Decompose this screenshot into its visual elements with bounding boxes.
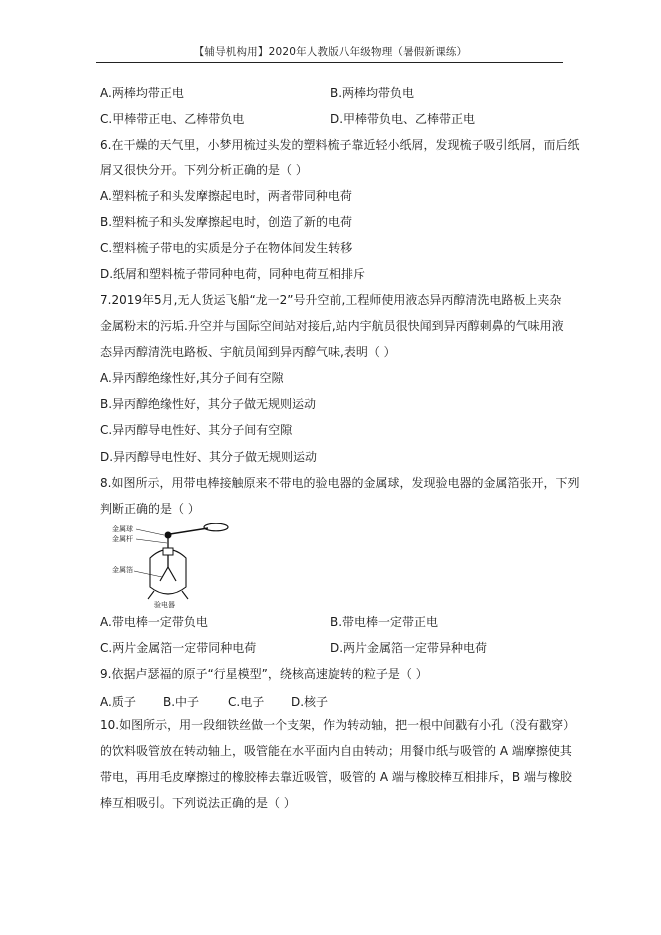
leader-rod (136, 539, 167, 543)
q9-option-b[interactable]: B.中子 (163, 695, 200, 709)
q8-stem-line-1: 8.如图所示，用带电棒接触原来不带电的验电器的金属球，发现验电器的金属箔张开，下列 (100, 476, 580, 490)
q5-option-b[interactable]: B.两棒均带负电 (330, 86, 415, 100)
q8-stem-line-2: 判断正确的是（ ） (100, 502, 200, 516)
q9-option-d[interactable]: D.核子 (291, 695, 329, 709)
metal-ball (165, 532, 172, 539)
charged-rod (170, 528, 208, 534)
metal-foil-left (160, 567, 168, 581)
q9-stem: 9.依据卢瑟福的原子“行星模型”，绕核高速旋转的粒子是（ ） (100, 667, 428, 681)
electroscope-diagram (112, 523, 242, 609)
q7-option-c[interactable]: C.异丙醇导电性好、其分子间有空隙 (100, 423, 293, 437)
page-header: 【辅导机构用】2020年人教版八年级物理（暑假新课练） (193, 46, 468, 58)
q7-option-a[interactable]: A.异丙醇绝缘性好,其分子间有空隙 (100, 371, 284, 385)
q10-stem-line-2: 的饮料吸管放在转动轴上，吸管能在水平面内自由转动；用餐巾纸与吸管的 A 端摩擦使其 (100, 744, 572, 758)
header-rule (96, 62, 563, 63)
q9-option-c[interactable]: C.电子 (228, 695, 265, 709)
q7-stem-line-1: 7.2019年5月,无人货运飞船“龙一2”号升空前,工程师使用液态异丙醇清洗电路板上夹杂 (100, 293, 562, 307)
q6-option-d[interactable]: D.纸屑和塑料梳子带同种电荷，同种电荷互相排斥 (100, 267, 366, 281)
q6-option-c[interactable]: C.塑料梳子带电的实质是分子在物体间发生转移 (100, 241, 353, 255)
q8-option-d[interactable]: D.两片金属箔一定带异种电荷 (330, 641, 488, 655)
label-metal-foil: 金属箔 (112, 566, 133, 574)
q10-stem-line-4: 棒互相吸引。下列说法正确的是（ ） (100, 796, 296, 810)
q10-stem-line-1: 10.如图所示，用一段细铁丝做一个支架，作为转动轴，把一根中间戳有小孔（没有戳穿） (100, 718, 576, 732)
left-foot (148, 591, 154, 599)
right-foot (182, 591, 188, 599)
q6-option-b[interactable]: B.塑料梳子和头发摩擦起电时，创造了新的电荷 (100, 215, 353, 229)
q8-option-a[interactable]: A.带电棒一定带负电 (100, 615, 208, 629)
leader-ball (136, 529, 164, 535)
metal-foil-right (168, 567, 176, 581)
q5-option-a[interactable]: A.两棒均带正电 (100, 86, 184, 100)
q7-option-d[interactable]: D.异丙醇导电性好、其分子做无规则运动 (100, 450, 318, 464)
figure-caption: 验电器 (154, 601, 175, 609)
q7-stem-line-2: 金属粉末的污垢.升空并与国际空间站对接后,站内宇航员很快闻到异丙醇刺鼻的气味用液 (100, 319, 564, 333)
q6-stem-line-1: 6.在干燥的天气里，小梦用梳过头发的塑料梳子靠近轻小纸屑，发现梳子吸引纸屑，而后纸 (100, 138, 580, 152)
electroscope-figure (112, 523, 242, 609)
q6-option-a[interactable]: A.塑料梳子和头发摩擦起电时，两者带同种电荷 (100, 189, 352, 203)
q7-stem-line-3: 态异丙醇清洗电路板、宇航员闻到异丙醇气味,表明（ ） (100, 345, 396, 359)
q9-option-a[interactable]: A.质子 (100, 695, 136, 709)
q5-option-c[interactable]: C.甲棒带正电、乙棒带负电 (100, 112, 245, 126)
rod-handle (204, 523, 228, 531)
q5-option-d[interactable]: D.甲棒带负电、乙棒带正电 (330, 112, 476, 126)
q8-option-b[interactable]: B.带电棒一定带正电 (330, 615, 439, 629)
q6-stem-line-2: 屑又很快分开。下列分析正确的是（ ） (100, 163, 308, 177)
leader-foil (134, 571, 162, 577)
q7-option-b[interactable]: B.异丙醇绝缘性好，其分子做无规则运动 (100, 397, 317, 411)
q8-option-c[interactable]: C.两片金属箔一定带同种电荷 (100, 641, 257, 655)
label-metal-ball: 金属球 (112, 525, 133, 533)
q10-stem-line-3: 带电，再用毛皮摩擦过的橡胶棒去靠近吸管，吸管的 A 端与橡胶棒互相排斥，B 端与橡胶 (100, 770, 572, 784)
label-metal-rod: 金属杆 (112, 535, 133, 543)
insulating-stopper (163, 548, 173, 555)
